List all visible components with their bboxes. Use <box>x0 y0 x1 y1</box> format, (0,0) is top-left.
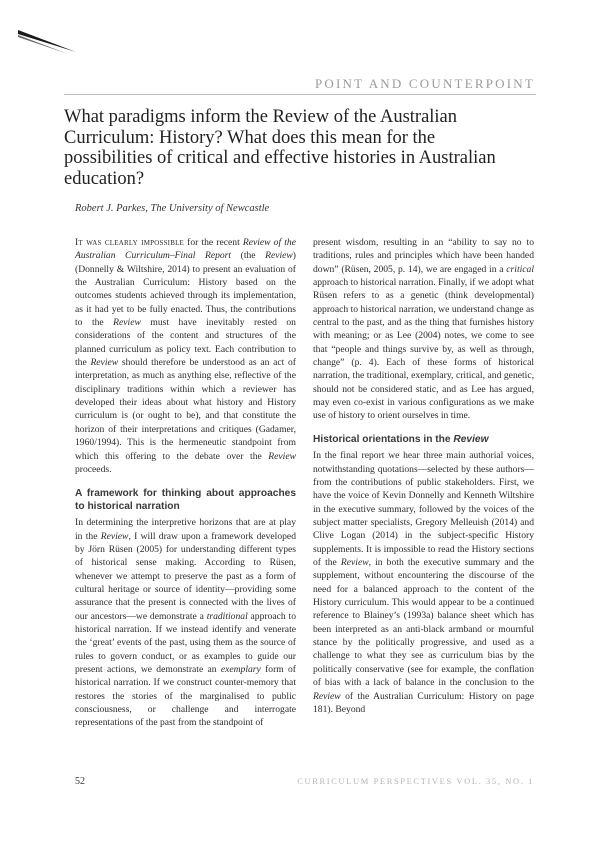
framework-paragraph <box>75 516 296 730</box>
section-label: POINT AND COUNTERPOINT <box>314 76 535 91</box>
emphasis: traditional <box>206 610 248 622</box>
text-run: of the Australian Curriculum: History on page 181). Beyond <box>313 690 534 715</box>
lead-in: It was clearly impossible <box>75 237 185 248</box>
page-number: 52 <box>75 776 85 787</box>
emphasis: exemplary <box>220 663 261 675</box>
text-run: form of historical narration. If we construct counter-memory that restores the stories of the marginalised to public consciousness, or challenge and interrogate representations of the past from the standpoint of <box>75 663 297 729</box>
text-run: proceeds. <box>75 463 112 475</box>
text-run: , in both the executive summary and the supplement, without encountering the discourse of the need for a balanced approach to the content of the History curriculum. This would appear to be a continued reference to Blainey’s (1993a) balance sheet which has been interpreted as an anti-black armband or mournful stance by the politically progressive, and used as a challenge to what they see as curriculum bias by the politically conservative (see for example, the conflation of bias with a lack of balance in the conclusion to the <box>313 557 534 689</box>
header-rule <box>64 94 536 95</box>
left-column <box>75 236 296 730</box>
text-run: should therefore be understood as an act of interpretation, as much as anything else, reflective of the disciplinary traditions within which a reviewer has developed their ideas about what history and History curriculum is (or ought to be), and that constitute the horizon of their interpretations and critiques (Gadamer, 1960/1994). This is the hermeneutic standpoint from which this offering to the debate over the <box>75 357 296 462</box>
heading-emphasis: Review <box>453 433 489 445</box>
emphasis: Review <box>313 690 341 702</box>
corner-decoration <box>18 26 78 56</box>
text-run: (the <box>231 250 266 262</box>
emphasis: Review <box>265 250 293 262</box>
emphasis: Review <box>113 317 141 329</box>
emphasis: Review <box>100 530 129 542</box>
emphasis: critical <box>506 263 534 275</box>
text-run: In the final report we hear three main authorial voices, notwithstanding quotations—selected by these authors—from the contributions of public stakeholders. First, we have the voice of Kevin Donnelly and Kenneth Wiltshire in the executive summary, followed by the voices of the subject matter specialists, Gregory Melleuish (2014) and Clive Logan (2014) in the subject-specific History supplements. It is impossible to read the History sections of the <box>313 450 534 569</box>
right-column <box>313 236 534 716</box>
journal-footer: CURRICULUM PERSPECTIVES VOL. 35, NO. 1 <box>297 776 534 786</box>
section-heading-orientations <box>313 434 534 447</box>
emphasis: Review of the Australian Curriculum–Final Report <box>75 237 296 262</box>
text-run: approach to historical narration. If we instead identify and venerate the ‘great’ events of the past, using them as the source of rules to govern conduct, or as examples to guide our present actions, we demonstrate an <box>75 610 296 675</box>
orientations-paragraph <box>313 449 534 716</box>
text-run: ) (Donnelly & Wiltshire, 2014) to present an evaluation of the Australian Curriculum: History based on the outcomes students achieved through its implementation, as it had yet to be fully enacted. Thus, the contributions to the <box>75 250 296 329</box>
article-author: Robert J. Parkes, The University of Newcastle <box>75 203 270 214</box>
emphasis: Review <box>268 450 296 462</box>
section-heading-framework: A framework for thinking about approaches to historical narration <box>75 488 296 512</box>
heading-text: Historical orientations in the <box>313 433 454 445</box>
text-run: approach to historical narration. Finally, if we adopt what Rüsen refers to as a genetic (think developmental) approach to historical narration, we understand change as central to the past, and as the thing that furnishes history with meaning; or as Lee (2004) notes, we come to see that “people and things survive by, as well as through, change” (p. 4). Each of these forms of historical narration, the traditional, exemplary, critical, and genetic, should not be considered static, and as Lee has argued, may even co-exist in various configurations as we make use of history to orient ourselves in time. <box>313 277 534 422</box>
article-title: What paradigms inform the Review of the Australian Curriculum: History? What does this mean for the possibilities of critical and effective histories in Australian education? <box>64 107 496 189</box>
text-run: present wisdom, resulting in an “ability to say no to traditions, rules and principles which have been handed down” (Rüsen, 2005, p. 14), we are engaged in a <box>313 237 534 275</box>
continuation-paragraph <box>313 236 534 423</box>
emphasis: Review <box>90 357 119 369</box>
text-run: must have inevitably rested on considerations of the content and structures of the planned curriculum as policy text. Each contribution to the <box>75 317 296 369</box>
text-run: for the recent <box>184 237 243 248</box>
emphasis: Review <box>340 557 369 569</box>
intro-paragraph <box>75 236 296 476</box>
text-run: , I will draw upon a framework developed by Jörn Rüsen (2005) for understanding different types of historical sense making. According to Rüsen, whenever we attempt to preserve the past as a form of cultural heritage or source of identity—providing some assurance that the present is connected with the lives of our ancestors—we demonstrate a <box>75 530 296 622</box>
text-run: In determining the interpretive horizons that are at play in the <box>75 517 296 542</box>
